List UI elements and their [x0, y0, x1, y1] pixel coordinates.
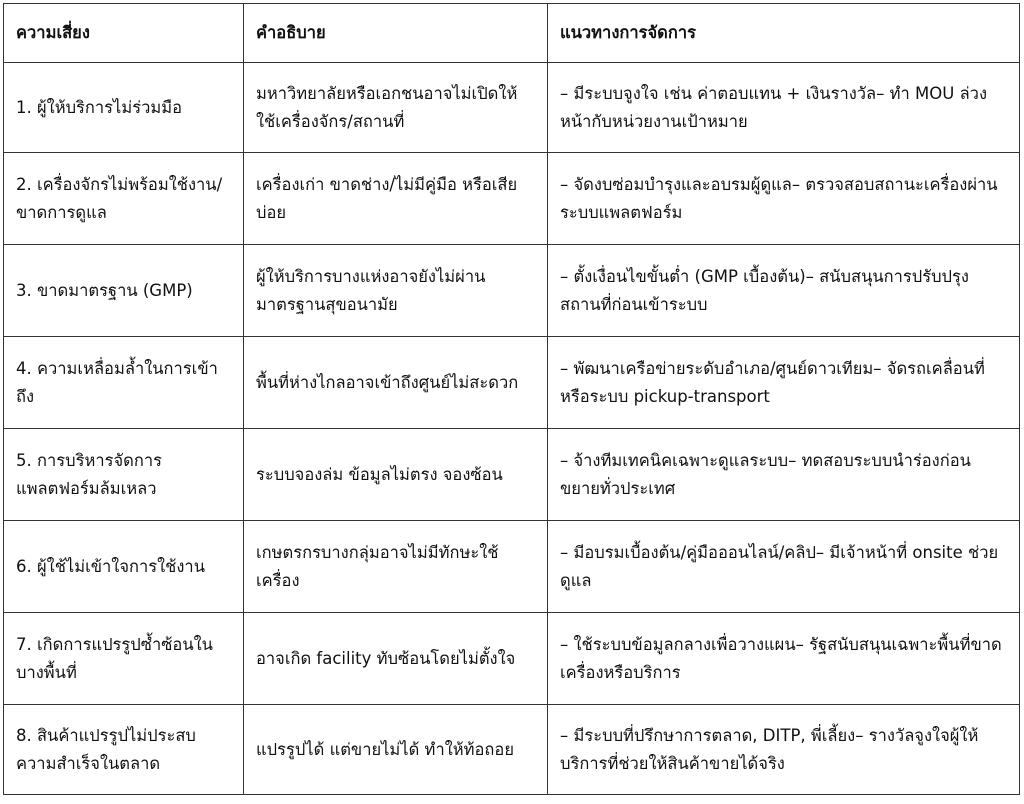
risk-cell: 8. สินค้าแปรรูปไม่ประสบความสำเร็จในตลาด — [4, 705, 244, 795]
table-row — [4, 245, 1020, 337]
risk-cell: 5. การบริหารจัดการแพลตฟอร์มล้มเหลว — [4, 429, 244, 521]
risk-management-table — [3, 3, 1020, 795]
description-cell: ผู้ให้บริการบางแห่งอาจยังไม่ผ่านมาตรฐานสุขอนามัย — [244, 245, 548, 337]
table-row — [4, 613, 1020, 705]
approach-cell: – ตั้งเงื่อนไขขั้นต่ำ (GMP เบื้องต้น)– สนับสนุนการปรับปรุงสถานที่ก่อนเข้าระบบ — [548, 245, 1020, 337]
risk-cell: 1. ผู้ให้บริการไม่ร่วมมือ — [4, 63, 244, 153]
description-cell: ระบบจองล่ม ข้อมูลไม่ตรง จองซ้อน — [244, 429, 548, 521]
risk-cell: 2. เครื่องจักรไม่พร้อมใช้งาน/ขาดการดูแล — [4, 153, 244, 245]
description-cell: พื้นที่ห่างไกลอาจเข้าถึงศูนย์ไม่สะดวก — [244, 337, 548, 429]
table-row — [4, 63, 1020, 153]
risk-cell: 7. เกิดการแปรรูปซ้ำซ้อนในบางพื้นที่ — [4, 613, 244, 705]
approach-cell: – จ้างทีมเทคนิคเฉพาะดูแลระบบ– ทดสอบระบบนำร่องก่อนขยายทั่วประเทศ — [548, 429, 1020, 521]
table-row — [4, 521, 1020, 613]
description-cell: เครื่องเก่า ขาดช่าง/ไม่มีคู่มือ หรือเสียบ่อย — [244, 153, 548, 245]
header-description: คำอธิบาย — [244, 4, 548, 63]
header-risk: ความเสี่ยง — [4, 4, 244, 63]
risk-cell: 6. ผู้ใช้ไม่เข้าใจการใช้งาน — [4, 521, 244, 613]
approach-cell: – ใช้ระบบข้อมูลกลางเพื่อวางแผน– รัฐสนับสนุนเฉพาะพื้นที่ขาดเครื่องหรือบริการ — [548, 613, 1020, 705]
table-row — [4, 429, 1020, 521]
approach-cell: – มีอบรมเบื้องต้น/คู่มือออนไลน์/คลิป– มีเจ้าหน้าที่ onsite ช่วยดูแล — [548, 521, 1020, 613]
approach-cell: – มีระบบจูงใจ เช่น ค่าตอบแทน + เงินรางวัล– ทำ MOU ล่วงหน้ากับหน่วยงานเป้าหมาย — [548, 63, 1020, 153]
description-cell: อาจเกิด facility ทับซ้อนโดยไม่ตั้งใจ — [244, 613, 548, 705]
table-row — [4, 337, 1020, 429]
risk-cell: 3. ขาดมาตรฐาน (GMP) — [4, 245, 244, 337]
approach-cell: – มีระบบที่ปรึกษาการตลาด, DITP, พี่เลี้ยง– รางวัลจูงใจผู้ให้บริการที่ช่วยให้สินค้าขายได้จริง — [548, 705, 1020, 795]
approach-cell: – พัฒนาเครือข่ายระดับอำเภอ/ศูนย์ดาวเทียม– จัดรถเคลื่อนที่ หรือระบบ pickup-transport — [548, 337, 1020, 429]
table-row — [4, 153, 1020, 245]
table-row — [4, 705, 1020, 795]
header-approach: แนวทางการจัดการ — [548, 4, 1020, 63]
description-cell: มหาวิทยาลัยหรือเอกชนอาจไม่เปิดให้ใช้เครื่องจักร/สถานที่ — [244, 63, 548, 153]
risk-cell: 4. ความเหลื่อมล้ำในการเข้าถึง — [4, 337, 244, 429]
approach-cell: – จัดงบซ่อมบำรุงและอบรมผู้ดูแล– ตรวจสอบสถานะเครื่องผ่านระบบแพลตฟอร์ม — [548, 153, 1020, 245]
description-cell: เกษตรกรบางกลุ่มอาจไม่มีทักษะใช้เครื่อง — [244, 521, 548, 613]
table-header-row — [4, 4, 1020, 63]
description-cell: แปรรูปได้ แต่ขายไม่ได้ ทำให้ท้อถอย — [244, 705, 548, 795]
